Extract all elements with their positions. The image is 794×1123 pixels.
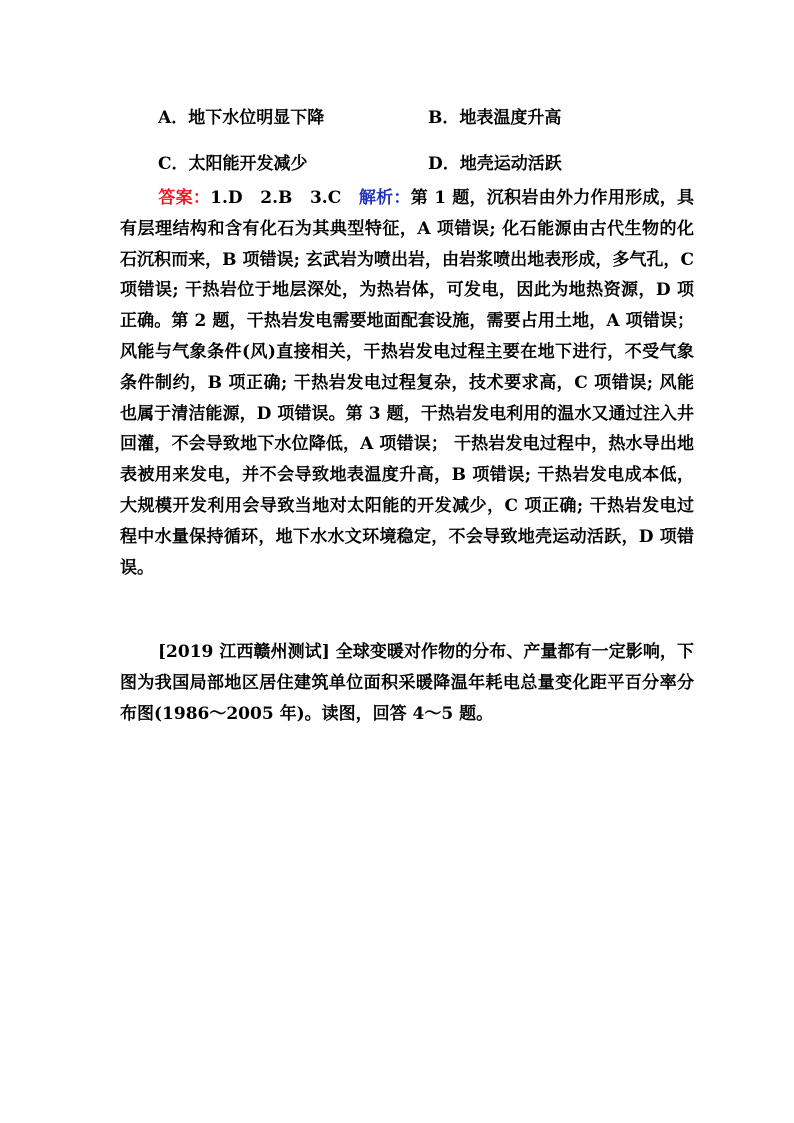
option-c: C．太阳能开发减少 (158, 153, 308, 174)
options-row-1 (158, 92, 718, 138)
question-text: [2019 江西赣州测试] 全球变暖对作物的分布、产量都有一定影响，下图为我国局部地区居住建筑单位面积采暖降温年耗电总量变化距平百分率分布图(1986～2005 年)。读图，回答 4～5 题。 (120, 642, 694, 724)
answer-values: 1.D 2.B 3.C (210, 188, 342, 208)
option-a: A．地下水位明显下降 (158, 107, 325, 128)
answer-paragraph (120, 183, 694, 583)
option-d: D．地壳运动活跃 (428, 153, 562, 174)
analysis-label: 解析： (358, 188, 411, 208)
answer-options (158, 92, 718, 184)
analysis-text: 第 1 题，沉积岩由外力作用形成，具有层理结构和含有化石为其典型特征，A 项错误; 化石能源由古代生物的化石沉积而来，B 项错误; 玄武岩为喷出岩，由岩浆喷出地表形成，多气孔，C 项错误; 干热岩位于地层深处，为热岩体，可发电，因此为地热资源，D 项正确。第 2 题，干热岩发电需要地面配套设施，需要占用土地，A 项错误； 风能与气象条件(风)直接相关，干热岩发电过程主要在地下进行，不受气象条件制约，B 项正确; 干热岩发电过程复杂，技术要求高，C 项错误; 风能也属于清洁能源，D 项错误。第 3 题，干热岩发电利用的温水又通过注入井回灌，不会导致地下水位降低，A 项错误； 干热岩发电过程中，热水导出地表被用来发电，并不会导致地表温度升高，B 项错误; 干热岩发电成本低，大规模开发利用会导致当地对太阳能的开发减少，C 项正确; 干热岩发电过程中水量保持循环，地下水水文环境稳定，不会导致地壳运动活跃，D 项错误。 (120, 188, 695, 578)
answer-label: 答案： (158, 188, 211, 208)
options-row-2 (158, 138, 718, 184)
option-b: B．地表温度升高 (428, 107, 562, 128)
question-paragraph (120, 637, 694, 729)
